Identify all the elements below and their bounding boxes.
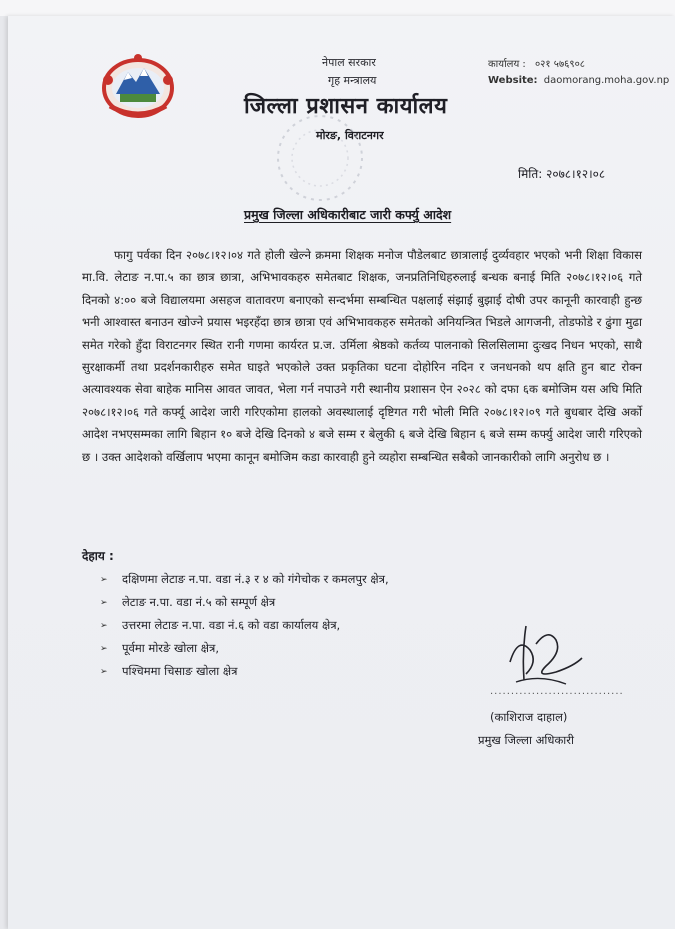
area-text: दक्षिणमा लेटाङ न.पा. वडा नं.३ र ४ को गंगेचोक र कमलपुर क्षेत्र, [122, 572, 389, 586]
office-location: मोरङ, विराटनगर [316, 129, 384, 142]
government-name: नेपाल सरकार [322, 56, 376, 69]
office-website [488, 75, 669, 86]
letter-date: मिति: २०७८।१२।०८ [518, 167, 606, 181]
ministry-name: गृह मन्त्रालय [328, 74, 377, 87]
top-strip [0, 0, 675, 16]
letter-subject: प्रमुख जिल्ला अधिकारीबाट जारी कर्फ्यु आदेश [244, 207, 452, 222]
area-text: लेटाङ न.पा. वडा नं.५ को सम्पूर्ण क्षेत्र [122, 595, 276, 609]
list-item [100, 614, 389, 637]
areas-heading: देहाय : [82, 549, 114, 563]
list-item [100, 660, 389, 683]
arrow-bullet-icon: ➢ [100, 597, 108, 608]
signatory-name: (काशिराज दाहाल) [490, 710, 568, 724]
phone-number: ०२१ ५७६९०८ [534, 59, 585, 70]
arrow-bullet-icon: ➢ [100, 574, 108, 585]
list-item [100, 568, 389, 591]
signature-line: ................................ [490, 686, 624, 697]
arrow-bullet-icon: ➢ [100, 620, 108, 631]
area-text: पूर्वमा मोरङे खोला क्षेत्र, [122, 641, 220, 655]
area-text: पश्चिममा चिसाङ खोला क्षेत्र [122, 664, 238, 678]
nepal-emblem-icon [98, 50, 178, 120]
signatory-designation: प्रमुख जिल्ला अधिकारी [478, 733, 574, 747]
faded-stamp [250, 108, 440, 218]
area-text: उत्तरमा लेटाङ न.पा. वडा नं.६ को वडा कार्यालय क्षेत्र, [122, 618, 341, 632]
curfew-area-list [100, 568, 389, 683]
phone-label: कार्यालय : [488, 59, 526, 70]
handwritten-signature [496, 622, 586, 694]
website-url: daomorang.moha.gov.np [543, 75, 670, 86]
website-label: Website: [488, 75, 538, 86]
arrow-bullet-icon: ➢ [100, 666, 108, 677]
list-item [100, 637, 389, 660]
office-phone [488, 56, 585, 70]
letter-body-text: फागु पर्वका दिन २०७८।१२।०४ गते होली खेल्ने क्रममा शिक्षक मनोज पौडेलबाट छात्रालाई दुर्व्यवहार भएको भनी शिक्षा विकास मा.वि. लेटाङ न.पा.५ का छात्र छात्रा, अभिभावकहरु समेतबाट शिक्षक, जनप्रतिनिधिहरुलाई बन्धक बनाई मिति २०७८।१२।०६ गते दिनको ४:०० बजे विद्यालयमा असहज वातावरण बनाएको सन्दर्भमा सम्बन्धित पक्षलाई संझाई बुझाई दोषी उपर कानूनी कारवाही हुन्छ भनी आश्वास्त बनाउन खोज्ने प्रयास भइरहँदा छात्र छात्रा एवं अभिभावकहरु समेतको अनियन्त्रित भिडले आगजनी, तोडफोडे र ढुंगा मुढा समेत गरेको हुँदा विराटनगर स्थित रानी गणमा कार्यरत प्र.ज. उर्मिला श्रेष्ठको कर्तव्य पालनाको सिलसिलामा दुःखद निधन भएको, साथै सुरक्षाकर्मी तथा प्रदर्शनकारीहरु समेत घाइते भएकोले उक्त प्रकृतिका घटना दोहोरिन नदिन र जनधनको थप क्षति हुन बाट रोक्न अत्यावश्यक सेवा बाहेक मानिस आवत जावत, भेला गर्न नपाउने गरी स्थानीय प्रशासन ऐन २०२८ को दफा ६क बमोजिम यस अघि मिति २०७८।१२।०६ गते कर्फ्यू आदेश जारी गरिएकोमा हालको अवस्थालाई दृष्टिगत गरी भोली मिति २०७८।१२।०९ गते बुधबार देखि अर्को आदेश नभएसम्मका लागि बिहान १० बजे देखि दिनको ४ बजे सम्म र बेलुकी ६ बजे देखि बिहान ६ बजे सम्म कर्फ्यु आदेश जारी गरिएको छ । उक्त आदेशको वर्खिलाप भएमा कानून बमोजिम कडा कारवाही हुने व्यहोरा सम्बन्धित सबैको जानकारीको लागि अनुरोध छ । [82, 248, 642, 464]
letter-body [82, 244, 642, 468]
arrow-bullet-icon: ➢ [100, 643, 108, 654]
office-title: जिल्ला प्रशासन कार्यालय [244, 94, 448, 119]
list-item [100, 591, 389, 614]
